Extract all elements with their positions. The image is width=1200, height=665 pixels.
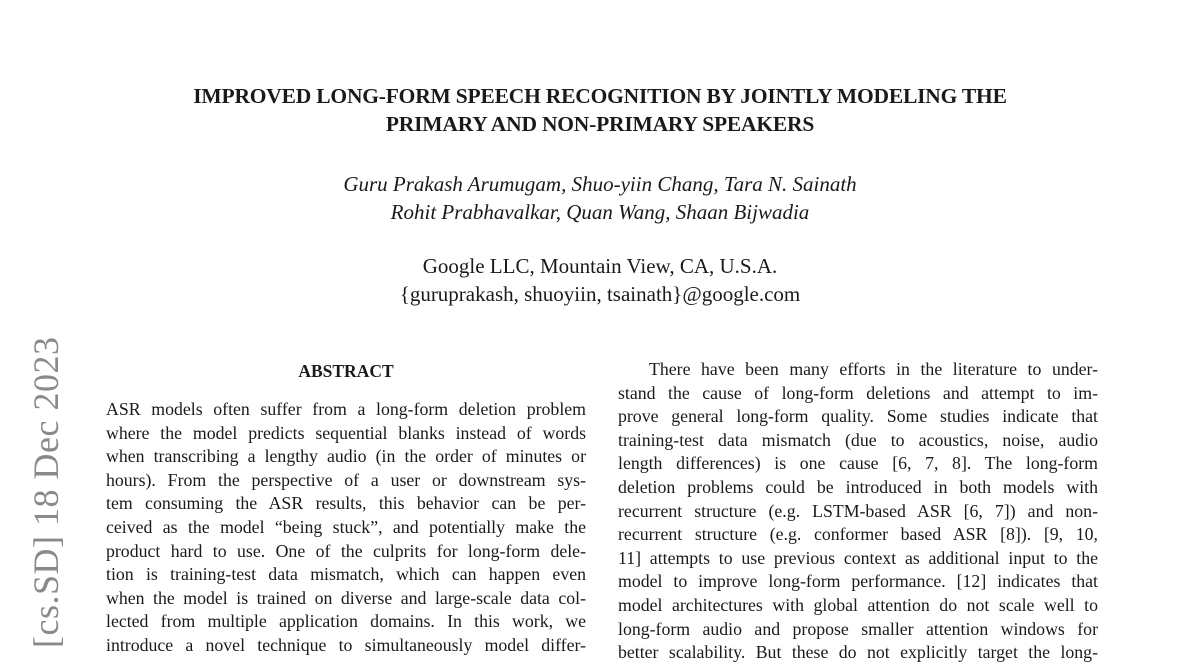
text-line: when the model is trained on diverse and large-scale data col- xyxy=(106,587,586,608)
text-line: tion is training-test data mismatch, which can happen even xyxy=(106,564,586,585)
text-line: length differences) is one cause [6, 7, 8]. The long-form xyxy=(618,453,1098,474)
text-line: where the model predicts sequential blanks instead of words xyxy=(106,422,586,443)
text-line: There have been many efforts in the literature to under- xyxy=(649,359,1098,379)
text-line: long-form audio and propose smaller attention windows for xyxy=(618,618,1098,639)
text-line: stand the cause of long-form deletions and attempt to im- xyxy=(618,382,1098,403)
text-line: ASR models often suffer from a long-form deletion problem xyxy=(106,399,586,419)
text-line: deletion problems could be introduced in both models with xyxy=(618,476,1098,497)
text-line: recurrent structure (e.g. conformer based ASR [8]). [9, 10, xyxy=(618,524,1098,545)
author-line: Rohit Prabhavalkar, Quan Wang, Shaan Bijwadia xyxy=(390,200,810,224)
text-line: 11] attempts to use previous context as additional input to the xyxy=(618,547,1098,568)
arxiv-identifier-stamp: [cs.SD] 18 Dec 2023 xyxy=(26,336,66,648)
text-line: introduce a novel technique to simultaneously model differ- xyxy=(106,634,586,655)
text-line: model to improve long-form performance. [12] indicates that xyxy=(618,571,1098,592)
abstract-heading: ABSTRACT xyxy=(298,361,394,381)
text-line: recurrent structure (e.g. LSTM-based ASR [6, 7]) and non- xyxy=(618,500,1098,521)
text-line: lected from multiple application domains. In this work, we xyxy=(106,611,586,632)
intro-paragraph xyxy=(618,358,1098,665)
title-line: PRIMARY AND NON-PRIMARY SPEAKERS xyxy=(385,112,815,136)
email-line: {guruprakash, shuoyiin, tsainath}@google.com xyxy=(399,282,801,306)
author-list xyxy=(0,170,1200,226)
text-line: model architectures with global attention do not scale well to xyxy=(618,594,1098,615)
abstract-body xyxy=(106,398,586,658)
text-line: ceived as the model “being stuck”, and potentially make the xyxy=(106,516,586,537)
paper-title xyxy=(0,82,1200,138)
affiliation-line: Google LLC, Mountain View, CA, U.S.A. xyxy=(422,254,778,278)
text-line: hours). From the perspective of a user or downstream sys- xyxy=(106,469,586,490)
text-line: when transcribing a lengthy audio (in the order of minutes or xyxy=(106,446,586,467)
right-column xyxy=(618,355,1098,665)
abstract-column xyxy=(106,355,586,658)
title-line: IMPROVED LONG-FORM SPEECH RECOGNITION BY JOINTLY MODELING THE xyxy=(193,84,1007,108)
text-line: product hard to use. One of the culprits for long-form dele- xyxy=(106,540,586,561)
text-line: training-test data mismatch (due to acoustics, noise, audio xyxy=(618,429,1098,450)
text-line: better scalability. But these do not explicitly target the long- xyxy=(618,642,1098,663)
author-line: Guru Prakash Arumugam, Shuo-yiin Chang, Tara N. Sainath xyxy=(343,172,857,196)
text-line: prove general long-form quality. Some studies indicate that xyxy=(618,406,1098,427)
text-line: tem consuming the ASR results, this behavior can be per- xyxy=(106,493,586,514)
affiliation xyxy=(0,252,1200,308)
